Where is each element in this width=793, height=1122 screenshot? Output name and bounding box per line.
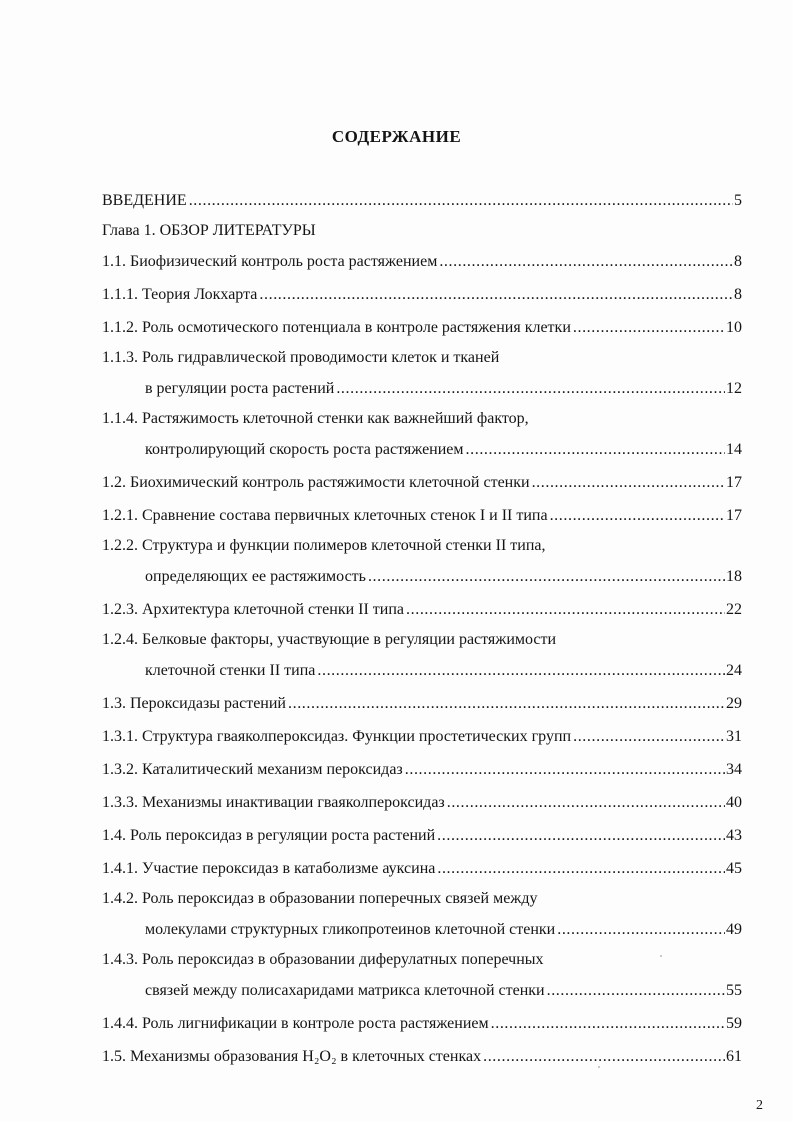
toc-entry-title: 1.2.1. Сравнение состава первичных клеточных стенок I и II типа (102, 507, 548, 524)
toc-entry-title: молекулами структурных гликопротеинов клеточной стенки (145, 921, 556, 938)
toc-entry[interactable] (102, 593, 742, 626)
toc-entry-page: 29 (726, 695, 742, 712)
toc-entry[interactable] (102, 499, 742, 532)
toc-entry-title: 1.3.1. Структура гваяколпероксидаз. Функции простетических групп (102, 728, 572, 745)
toc-heading: 1.4.2. Роль пероксидаз в образовании поперечных связей между (102, 890, 538, 907)
dot-leader (466, 433, 725, 466)
toc-entry-page: 12 (726, 380, 742, 397)
scan-speck (660, 955, 662, 957)
toc-entry-page: 61 (726, 1048, 742, 1065)
toc-heading: 1.1.3. Роль гидравлической проводимости клеток и тканей (102, 349, 500, 366)
toc-entry[interactable] (102, 786, 742, 819)
toc-entry-page: 34 (726, 761, 742, 778)
toc-entry[interactable] (102, 245, 742, 278)
toc-entry-page: 24 (726, 662, 742, 679)
toc-entry-title: 1.3.3. Механизмы инактивации гваяколпероксидаз (102, 794, 445, 811)
toc-heading: 1.2.4. Белковые факторы, участвующие в регуляции растяжимости (102, 631, 557, 648)
toc-entry[interactable] (102, 433, 742, 466)
dot-leader (573, 720, 725, 753)
toc-entry-page: 22 (726, 601, 742, 618)
toc-entry[interactable] (102, 720, 742, 753)
dot-leader (406, 593, 725, 626)
toc-entry-page: 31 (726, 728, 742, 745)
toc-heading: 1.4.3. Роль пероксидаз в образовании диферулатных поперечных (102, 951, 544, 968)
dot-leader (405, 753, 725, 786)
toc-entry-page: 17 (726, 507, 742, 524)
scan-speck (598, 1066, 600, 1068)
toc-entry[interactable] (102, 687, 742, 720)
dot-leader (336, 372, 725, 405)
dot-leader (439, 245, 733, 278)
dot-leader (259, 278, 733, 311)
toc-entry-title: связей между полисахаридами матрикса клеточной стенки (145, 982, 545, 999)
toc-entry[interactable] (102, 1007, 742, 1040)
toc-entry-page: 5 (734, 192, 742, 209)
toc-entry-title: ВВЕДЕНИЕ (102, 192, 187, 209)
toc-entry-page: 8 (734, 253, 742, 270)
table-of-contents (102, 184, 742, 1073)
toc-entry[interactable] (102, 1040, 742, 1073)
toc-entry[interactable] (102, 466, 742, 499)
dot-leader (288, 687, 725, 720)
toc-entry-title: 1.2. Биохимический контроль растяжимости клеточной стенки (102, 474, 530, 491)
toc-entry-title: 1.1. Биофизический контроль роста растяжением (102, 253, 438, 270)
toc-entry-title: 1.2.3. Архитектура клеточной стенки II типа (102, 601, 405, 618)
toc-entry[interactable] (102, 819, 742, 852)
toc-entry-title: 1.1.2. Роль осмотического потенциала в контроле растяжения клетки (102, 319, 571, 336)
toc-entry-title: 1.4.1. Участие пероксидаз в катаболизме ауксина (102, 860, 436, 877)
toc-entry-title: 1.5. Механизмы образования H₂O₂ в клеточных стенках (102, 1048, 482, 1065)
page-title: СОДЕРЖАНИЕ (331, 127, 462, 146)
toc-entry[interactable] (102, 372, 742, 405)
toc-entry-title: 1.3. Пероксидазы растений (102, 695, 286, 712)
dot-leader (547, 974, 725, 1007)
toc-entry[interactable] (102, 560, 742, 593)
dot-leader (557, 913, 725, 946)
toc-entry[interactable] (102, 974, 742, 1007)
toc-heading: 1.2.2. Структура и функции полимеров клеточной стенки II типа, (102, 537, 546, 554)
toc-entry-title: 1.4. Роль пероксидаз в регуляции роста растений (102, 827, 436, 844)
toc-entry[interactable] (102, 913, 742, 946)
toc-entry-page: 55 (726, 982, 742, 999)
toc-entry-title: 1.3.2. Каталитический механизм пероксидаз (102, 761, 403, 778)
dot-leader (437, 819, 725, 852)
page-number: 2 (756, 1098, 763, 1113)
toc-entry-title: клеточной стенки II типа (145, 662, 316, 679)
toc-entry[interactable] (102, 278, 742, 311)
toc-entry[interactable] (102, 184, 742, 217)
dot-leader (368, 560, 725, 593)
toc-entry[interactable] (102, 654, 742, 687)
toc-entry-page: 14 (726, 441, 742, 458)
toc-entry-page: 10 (726, 319, 742, 336)
toc-entry[interactable] (102, 753, 742, 786)
dot-leader (550, 499, 725, 532)
toc-entry-page: 43 (726, 827, 742, 844)
toc-entry-title: определяющих ее растяжимость (145, 568, 366, 585)
dot-leader (483, 1040, 725, 1073)
toc-entry-title: 1.1.1. Теория Локхарта (102, 286, 258, 303)
dot-leader (532, 466, 725, 499)
dot-leader (437, 852, 725, 885)
dot-leader (317, 654, 725, 687)
toc-entry-page: 8 (734, 286, 742, 303)
toc-entry-page: 59 (726, 1015, 742, 1032)
toc-entry-title: контролирующий скорость роста растяжением (145, 441, 464, 458)
toc-entry-title: в регуляции роста растений (145, 380, 335, 397)
toc-heading: 1.1.4. Растяжимость клеточной стенки как важнейший фактор, (102, 410, 529, 427)
dot-leader (447, 786, 725, 819)
dot-leader (573, 311, 725, 344)
toc-entry-page: 18 (726, 568, 742, 585)
toc-entry-title: 1.4.4. Роль лигнификации в контроле роста растяжением (102, 1015, 489, 1032)
toc-entry-page: 40 (726, 794, 742, 811)
dot-leader (189, 184, 733, 217)
toc-heading: Глава 1. ОБЗОР ЛИТЕРАТУРЫ (102, 222, 316, 239)
toc-entry-page: 45 (726, 860, 742, 877)
toc-entry-page: 17 (726, 474, 742, 491)
dot-leader (491, 1007, 725, 1040)
toc-entry[interactable] (102, 852, 742, 885)
toc-entry-page: 49 (726, 921, 742, 938)
toc-entry[interactable] (102, 311, 742, 344)
